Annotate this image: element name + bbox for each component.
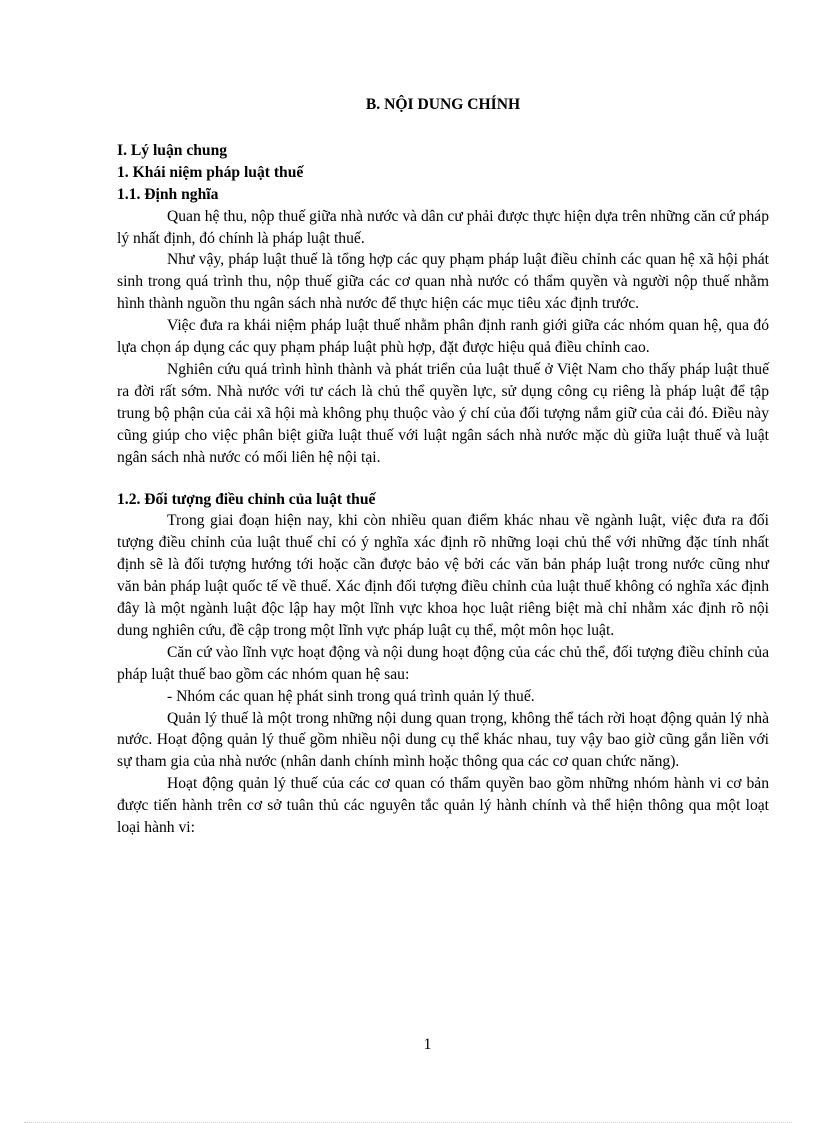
paragraph: Nghiên cứu quá trình hình thành và phát triển của luật thuế ở Việt Nam cho thấy pháp luật thuế ra đời rất sớm. Nhà nước với tư cách là chủ thể quyền lực, sử dụng công cụ riêng là pháp luật để tập trung bộ phận của cải xã hội mà không phụ thuộc vào ý chí của đối tượng nắm giữ của cải đó. Điều này cũng giúp cho việc phân biệt giữa luật thuế với luật ngân sách nhà nước mặc dù giữa luật thuế và luật ngân sách nhà nước có mối liên hệ nội tại. (117, 360, 769, 466)
paragraph: Căn cứ vào lĩnh vực hoạt động và nội dung hoạt động của các chủ thể, đối tượng điều chỉnh của pháp luật thuế bao gồm các nhóm quan hệ sau: (117, 643, 769, 683)
subsection-heading-1-1: 1.1. Định nghĩa (117, 185, 219, 203)
subsection-heading-1-2: 1.2. Đối tượng điều chỉnh của luật thuế (117, 490, 376, 508)
page-title: B. NỘI DUNG CHÍNH (365, 96, 521, 113)
paragraph: Quan hệ thu, nộp thuế giữa nhà nước và dân cư phải được thực hiện dựa trên những căn cứ pháp lý nhất định, đó chính là pháp luật thuế. (117, 207, 769, 247)
paragraph: Hoạt động quản lý thuế của các cơ quan có thẩm quyền bao gồm những nhóm hành vi cơ bản được tiến hành trên cơ sở tuân thủ các nguyên tắc quản lý hành chính và thể hiện thông qua một loạt loại hành vi: (117, 775, 769, 837)
subsection-heading-1: 1. Khái niệm pháp luật thuế (117, 163, 304, 181)
bullet-item: - Nhóm các quan hệ phát sinh trong quá trình quản lý thuế. (167, 687, 535, 705)
page-content (117, 94, 769, 839)
paragraph: Quản lý thuế là một trong những nội dung quan trọng, không thể tách rời hoạt động quản lý nhà nước. Hoạt động quản lý thuế gồm nhiều nội dung cụ thể khác nhau, tuy vậy bao giờ cũng gắn liền với sự tham gia của nhà nước (nhân danh chính mình hoặc thông qua các cơ quan chức năng). (117, 709, 769, 771)
paragraph: Như vậy, pháp luật thuế là tổng hợp các quy phạm pháp luật điều chỉnh các quan hệ xã hội phát sinh trong quá trình thu, nộp thuế giữa các cơ quan nhà nước có thẩm quyền và người nộp thuế nhằm hình thành nguồn thu ngân sách nhà nước để thực hiện các mục tiêu xác định trước. (117, 251, 769, 313)
paragraph: Việc đưa ra khái niệm pháp luật thuế nhằm phân định ranh giới giữa các nhóm quan hệ, qua đó lựa chọn áp dụng các quy phạm pháp luật phù hợp, đặt được hiệu quả điều chỉnh cao. (117, 317, 769, 357)
section-heading-1: I. Lý luận chung (117, 141, 228, 159)
page-number: 1 (423, 1036, 432, 1053)
paragraph: Trong giai đoạn hiện nay, khi còn nhiều quan điểm khác nhau về ngành luật, việc đưa ra đối tượng điều chỉnh của luật thuế chỉ có ý nghĩa xác định rõ những loại chủ thể với những đặc tính nhất định sẽ là đối tượng hướng tới hoặc cần được bảo vệ bởi các văn bản pháp luật trong nước cũng như văn bản pháp luật quốc tế về thuế. Xác định đối tượng điều chỉnh của luật thuế không có nghĩa xác định đây là một ngành luật độc lập hay một lĩnh vực khoa học luật riêng biệt mà chỉ nhằm xác định rõ nội dung nghiên cứu, đề cập trong một lĩnh vực pháp luật cụ thể, một môn học luật. (117, 512, 769, 639)
